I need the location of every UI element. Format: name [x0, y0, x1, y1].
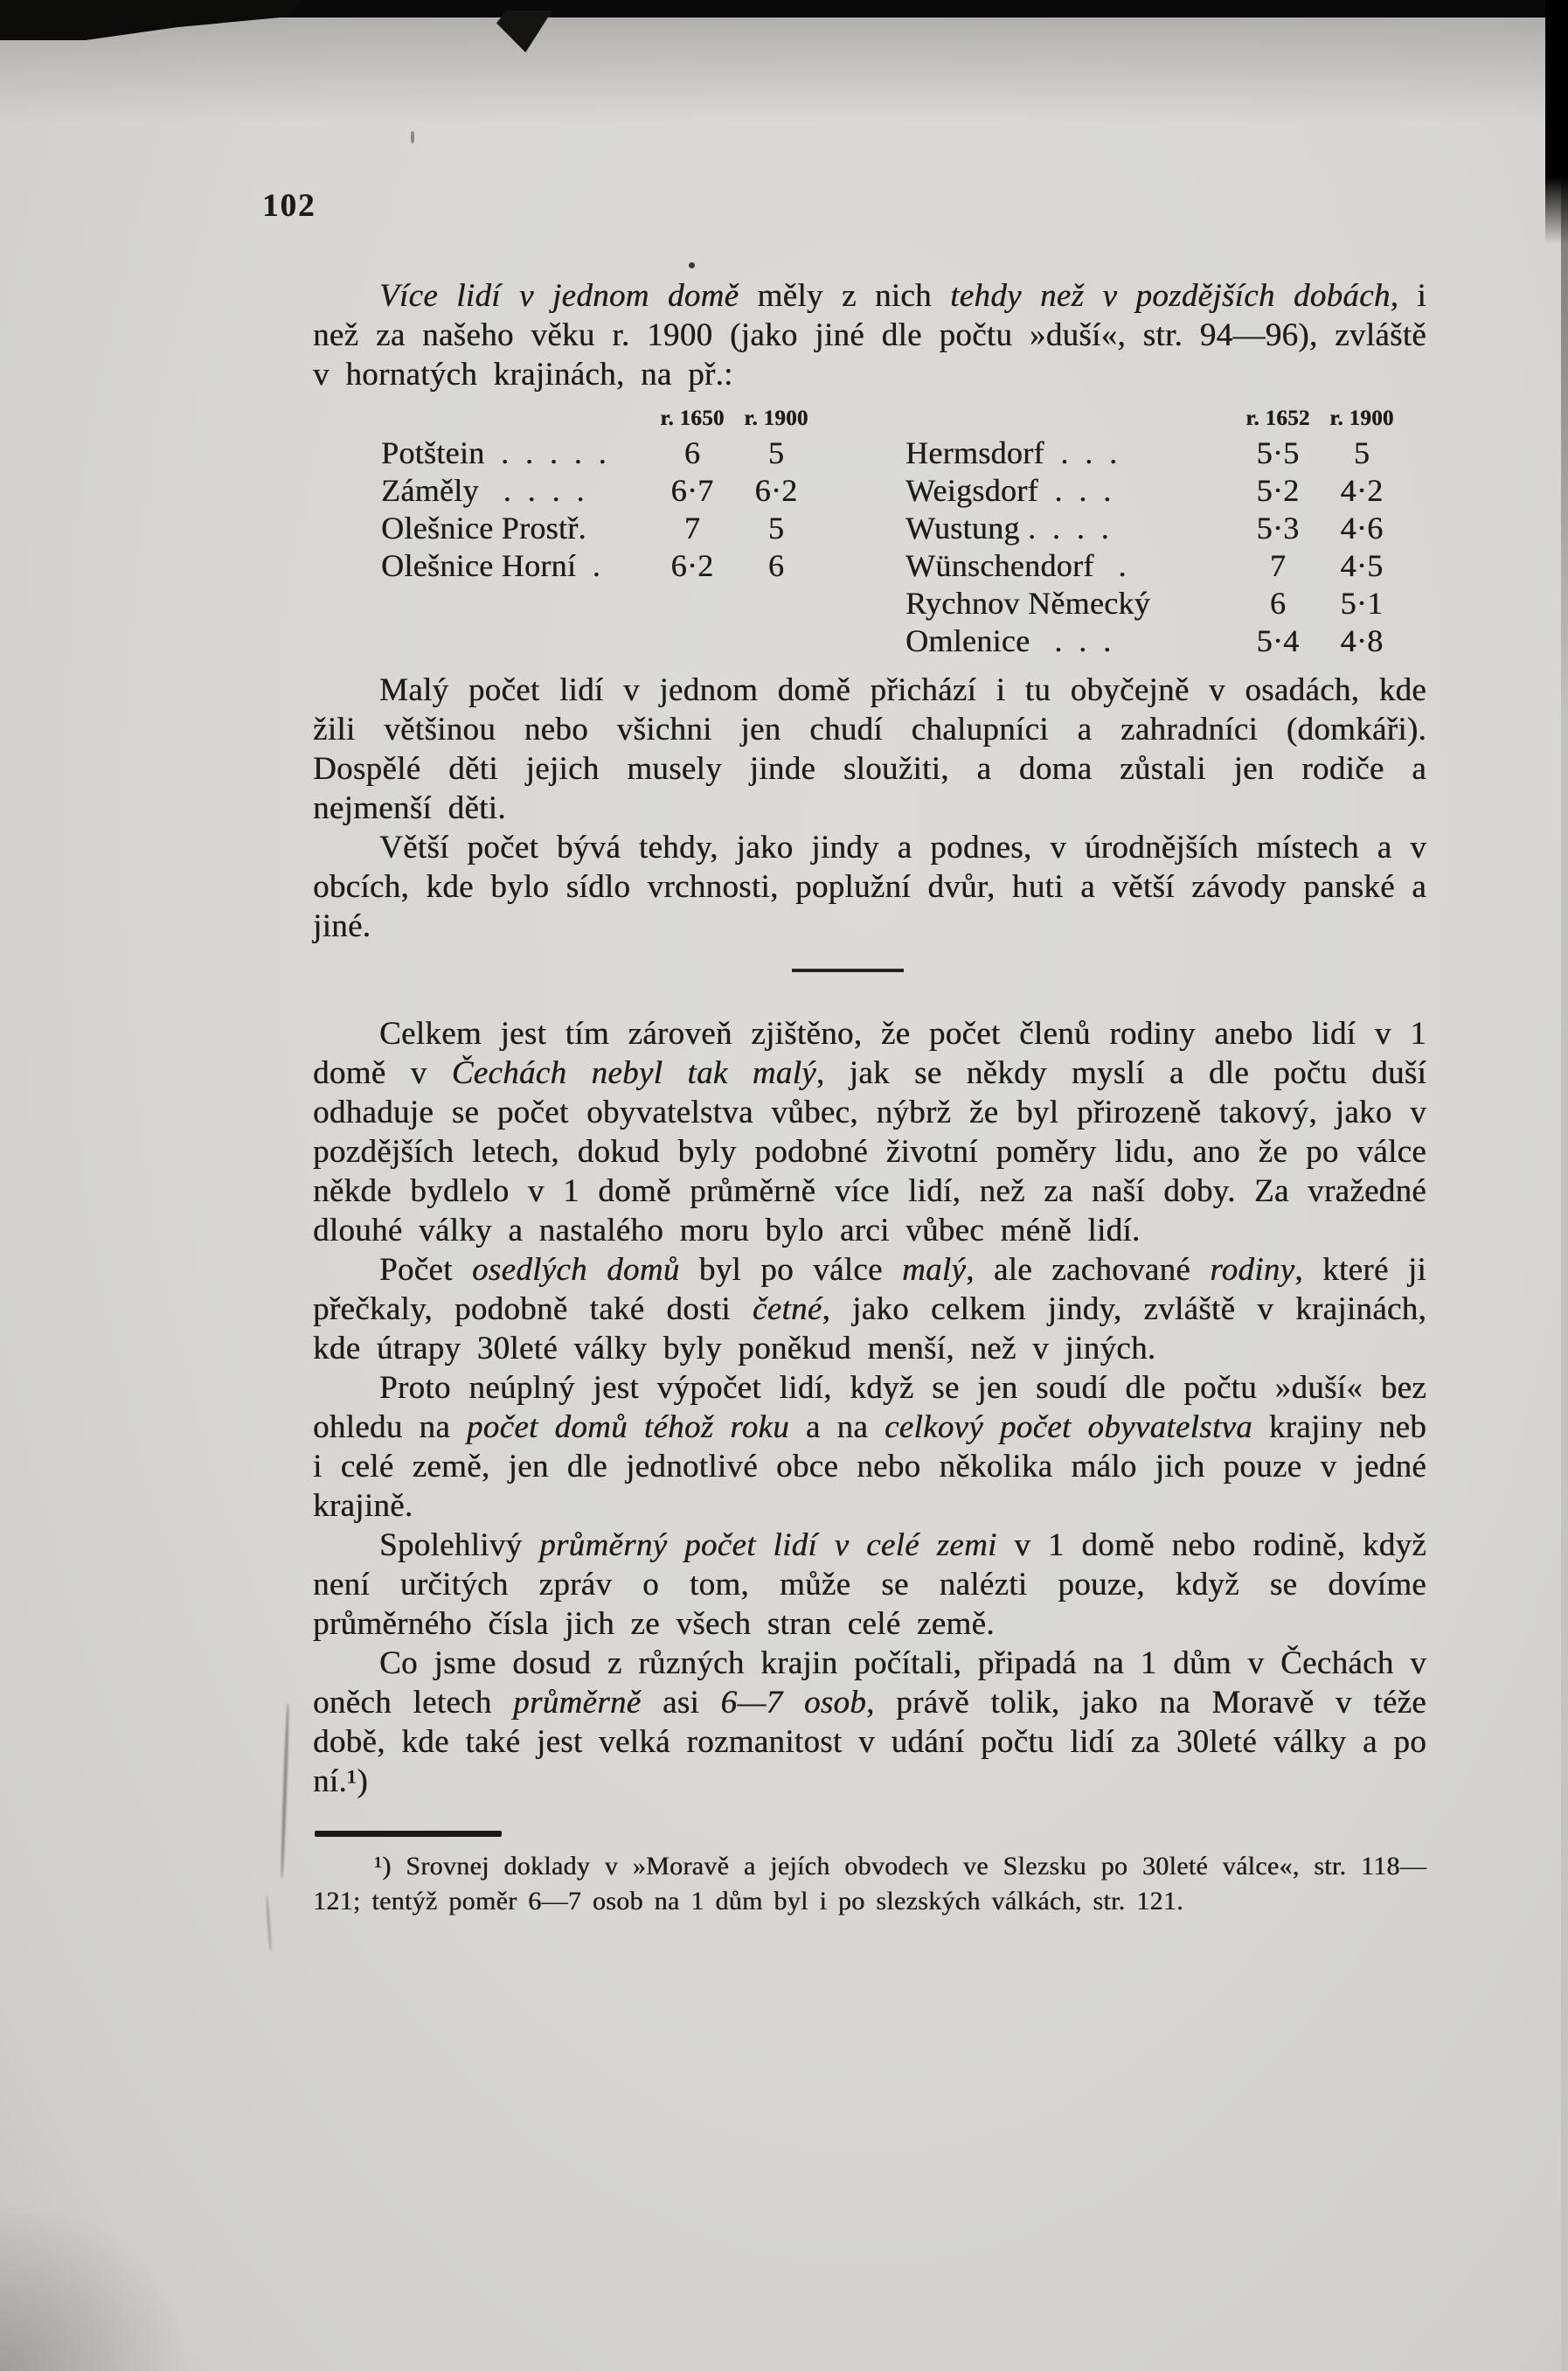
paragraph-average-6-7: Co jsme dosud z různých krajin počítali, připadá na 1 dům v Čechách v oněch letech průměrně asi 6—7 osob, právě tolik, jako na Moravě v téže době, kde také jest velká rozmanitost v udání počtu lidí za 30leté války a po ní.¹) — [313, 1645, 1426, 1799]
table-row — [381, 547, 818, 585]
paragraph-larger-number: Větší počet bývá tehdy, jako jindy a podnes, v úrodnějších místech a v obcích, kde bylo sídlo vrchnosti, poplužní dvůr, huti a větší závody panské a jiné. — [313, 830, 1426, 944]
value-1652: 5·3 — [1256, 511, 1300, 546]
table-bohemia-right — [905, 403, 1404, 660]
value-1650: 6·2 — [670, 548, 714, 583]
value-1652: 5·2 — [1256, 473, 1300, 508]
value-1652: 7 — [1269, 548, 1287, 583]
value-1650: 6 — [683, 435, 701, 470]
paragraph-reliable-average: Spolehlivý průměrný počet lidí v celé zemi v 1 domě nebo rodině, když není určitých zpráv o tom, může se nalézti pouze, když se dovíme průměrného čísla jich ze všech stran celé země. — [313, 1527, 1427, 1642]
place-name: Záměly . . . . — [381, 473, 585, 508]
place-name: Wustung . . . . — [905, 511, 1109, 546]
header-spacer — [381, 403, 650, 435]
value-1900: 4·8 — [1340, 623, 1384, 658]
place-name: Olešnice Horní . — [381, 548, 601, 583]
footnote-rule — [315, 1831, 502, 1837]
margin-mark — [266, 1895, 272, 1951]
section-divider-rule — [792, 969, 904, 972]
table-row — [905, 435, 1404, 472]
value-1900: 5 — [1353, 435, 1370, 470]
place-name: Weigsdorf . . . — [905, 473, 1112, 508]
table-row — [905, 622, 1404, 660]
ink-speck — [411, 131, 414, 143]
table-bohemia-left — [381, 403, 818, 660]
paragraph-incomplete-count: Proto neúplný jest výpočet lidí, když se jen soudí dle počtu »duší« bez ohledu na počet domů téhož roku a na celkový počet obyvatelstva krajiny neb i celé země, jen dle jednotlivé obce nebo několika málo jich pouze v jedné krajině. — [313, 1370, 1427, 1524]
table-row — [381, 435, 818, 472]
value-1652: 5·5 — [1256, 435, 1300, 470]
paragraph-intro: Více lidí v jednom domě měly z nich tehdy než v pozdějších dobách, i než za našeho věku r. 1900 (jako jiné dle počtu »duší«, str. 94—96), zvláště v hornatých krajinách, na př.: — [313, 278, 1426, 393]
scan-top-shadow — [0, 17, 1568, 122]
paragraph-small-number: Malý počet lidí v jednom domě přichází i tu obyčejně v osadách, kde žili většinou nebo všichni jen chudí chalupníci a zahradníci (domkáři). Dospělé děti jejich musely jinde sloužiti, a doma zůstali jen rodiče a nejmenší děti. — [313, 672, 1426, 826]
value-1900: 4·6 — [1340, 511, 1384, 546]
footnote-block — [313, 1849, 1426, 1919]
col-header-1900: r. 1900 — [1329, 407, 1394, 430]
value-1900: 6 — [767, 548, 785, 583]
table-row — [905, 510, 1404, 547]
value-1900: 5·1 — [1340, 586, 1384, 621]
paragraph-settled-houses: Počet osedlých domů byl po válce malý, ale zachované rodiny, které ji přečkaly, podobně také dosti četné, jako celkem jindy, zvláště v krajinách, kde útrapy 30leté války byly poněkud menší, než v jiných. — [313, 1252, 1426, 1366]
table-header — [381, 403, 818, 435]
table-row — [381, 472, 818, 510]
scan-bottom-left-shadow — [0, 2196, 192, 2371]
margin-mark — [281, 1703, 290, 1878]
place-name: Omlenice . . . — [905, 623, 1112, 658]
col-header-1900: r. 1900 — [744, 407, 808, 430]
value-1650: 6·7 — [670, 473, 714, 508]
value-1900: 4·2 — [1340, 473, 1384, 508]
value-1652: 6 — [1269, 586, 1287, 621]
table-row — [381, 510, 818, 547]
table-header — [905, 403, 1404, 435]
col-header-1652: r. 1652 — [1245, 407, 1310, 430]
scan-right-edge-shadow — [1561, 0, 1568, 2371]
table-row — [905, 585, 1404, 622]
col-header-1650: r. 1650 — [660, 407, 725, 430]
paragraph-conclusion: Celkem jest tím zároveň zjištěno, že počet členů rodiny anebo lidí v 1 domě v Čechách nebyl tak malý, jak se někdy myslí a dle počtu duší odhaduje se počet obyvatelstva vůbec, nýbrž že byl přirozeně takový, jako v pozdějších letech, dokud byly podobné životní poměry lidu, ano že po válce někde bydlelo v 1 domě průměrně více lidí, než za naší doby. Za vražedné dlouhé války a nastalého moru bylo arci vůbec méně lidí. — [313, 1016, 1426, 1248]
table-row — [905, 472, 1404, 510]
value-1650: 7 — [683, 511, 701, 546]
text-column — [313, 276, 1426, 1919]
value-1900: 6·2 — [754, 473, 798, 508]
place-name: Rychnov Německý — [905, 586, 1150, 621]
value-1900: 4·5 — [1340, 548, 1384, 583]
place-name: Potštein . . . . . — [381, 435, 607, 470]
place-name: Olešnice Prostř. — [381, 511, 586, 546]
value-1652: 5·4 — [1256, 623, 1300, 658]
households-per-house-tables — [313, 403, 1426, 660]
header-spacer — [905, 403, 1236, 435]
value-1900: 5 — [767, 511, 785, 546]
place-name: Wünschendorf . — [905, 548, 1127, 583]
page-number: 102 — [262, 188, 316, 224]
ink-speck — [689, 262, 695, 268]
place-name: Hermsdorf . . . — [905, 435, 1118, 470]
footnote-text: ¹) Srovnej doklady v »Moravě a jejích obvodech ve Slezsku po 30leté válce«, str. 118—121; tentýž poměr 6—7 osob na 1 dům byl i po slezských válkách, str. 121. — [313, 1852, 1426, 1916]
value-1900: 5 — [767, 435, 785, 470]
table-row — [905, 547, 1404, 585]
